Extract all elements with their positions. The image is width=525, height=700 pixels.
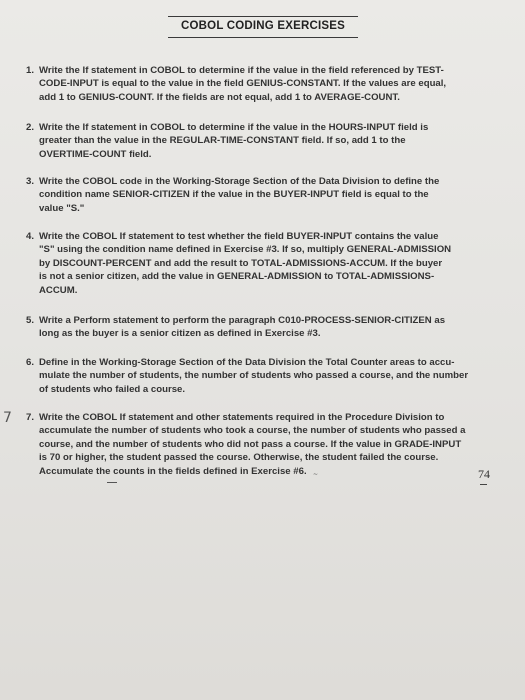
exercise-line: Write the If statement in COBOL to determine if the value in the field referenced by TEST- [39, 65, 444, 76]
exercise-line: of students who failed a course. [39, 383, 186, 395]
exercise-text [39, 64, 484, 104]
exercise-line: course, and the number of students who did not pass a course. If the value in GRADE-INPUT [39, 438, 462, 450]
exercise-line: Define in the Working-Storage Section of the Data Division the Total Counter areas to accu- [39, 357, 455, 368]
exercise-line: long as the buyer is a senior citizen as defined in Exercise #3. [39, 328, 321, 340]
exercise-line: is 70 or higher, the student passed the course. Otherwise, the student failed the course. [39, 452, 439, 464]
page-number: 74 [478, 467, 490, 481]
exercise-line: is not a senior citizen, add the value in GENERAL-ADMISSION to TOTAL-ADMISSIONS- [39, 271, 435, 283]
exercise-line: ACCUM. [39, 284, 78, 296]
exercise-line: Write a Perform statement to perform the paragraph C010-PROCESS-SENIOR-CITIZEN as [39, 315, 446, 326]
handwritten-scribble: ~ [313, 471, 319, 478]
exercise-line: CODE-INPUT is equal to the value in the field GENIUS-CONSTANT. If the values are equal, [39, 78, 447, 90]
exercise-text [39, 356, 484, 396]
page-title: COBOL CODING EXERCISES [181, 20, 345, 32]
exercise-number: 3. [25, 176, 34, 187]
margin-handwritten-mark: 7 [3, 410, 12, 426]
exercise-line: Write the COBOL code in the Working-Storage Section of the Data Division to define the [39, 176, 440, 187]
exercise-line: greater than the value in the REGULAR-TIME-CONSTANT field. If so, add 1 to the [39, 135, 406, 147]
exercise-line: value "S." [39, 202, 85, 214]
exercise-line: by DISCOUNT-PERCENT and add the result to TOTAL-ADMISSIONS-ACCUM. If the buyer [39, 257, 443, 269]
exercise-line: Write the COBOL If statement and other statements required in the Procedure Division to [39, 412, 445, 423]
exercise-text [39, 411, 484, 478]
page-number-underline [480, 484, 487, 485]
header-rule-top [168, 16, 358, 17]
exercise-number: 1. [25, 65, 34, 76]
exercise-line: mulate the number of students, the number of students who passed a course, and the number [39, 370, 469, 382]
exercise-line: Write the If statement in COBOL to determine if the value in the HOURS-INPUT field is [39, 122, 429, 133]
handwritten-underline [107, 482, 117, 483]
exercise-line: Accumulate the counts in the fields defined in Exercise #6. [39, 465, 307, 477]
exercise-number: 6. [25, 357, 34, 368]
exercise-number: 2. [25, 122, 34, 133]
exercise-line: OVERTIME-COUNT field. [39, 148, 152, 160]
exercise-number: 5. [25, 315, 34, 326]
exercise-text [39, 175, 484, 215]
exercise-number: 4. [25, 231, 34, 242]
exercise-line: Write the COBOL If statement to test whether the field BUYER-INPUT contains the value [39, 231, 439, 242]
exercise-line: accumulate the number of students who took a course, the number of students who passed a [39, 425, 466, 437]
exercise-number: 7. [25, 412, 34, 423]
exercise-text [39, 314, 484, 341]
exercise-line: condition name SENIOR-CITIZEN if the value in the BUYER-INPUT field is equal to the [39, 189, 429, 201]
exercise-line: "S" using the condition name defined in Exercise #3. If so, multiply GENERAL-ADMISSION [39, 244, 452, 256]
exercise-text [39, 230, 484, 297]
exercise-line: add 1 to GENIUS-COUNT. If the fields are not equal, add 1 to AVERAGE-COUNT. [39, 91, 400, 103]
exercise-text [39, 121, 484, 161]
header-rule-bottom [168, 37, 358, 38]
